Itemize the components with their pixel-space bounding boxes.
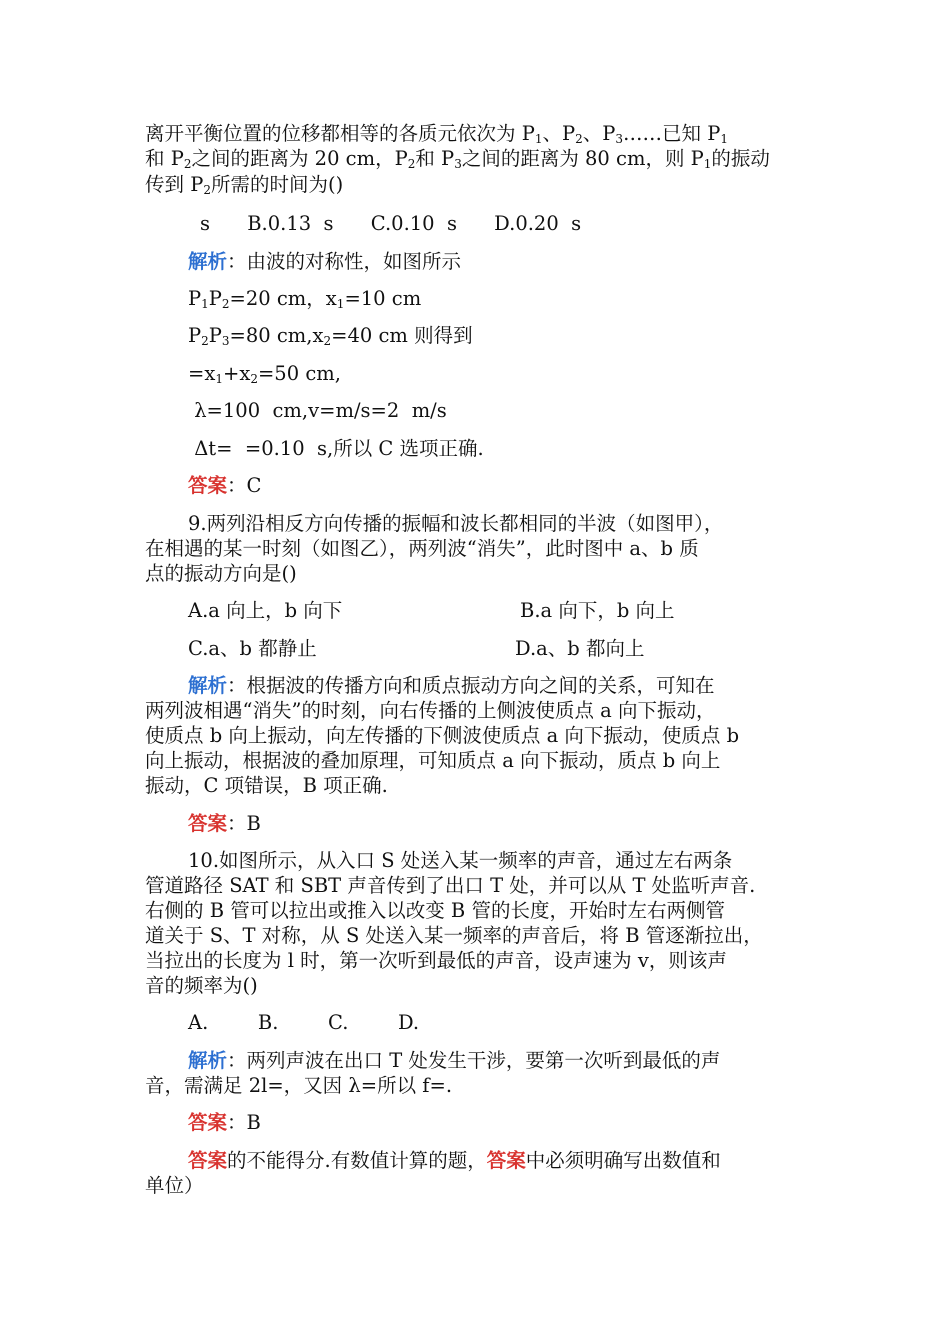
analysis-label: 解析 [188, 674, 228, 697]
q8-analysis-line-6: Δt= =0.10 s,所以 C 选项正确. [188, 437, 484, 460]
answer-label: 答案 [486, 1149, 526, 1172]
q9-analysis-line-1: 解析：根据波的传播方向和质点振动方向之间的关系，可知在 [188, 674, 715, 697]
q10-stem-line-5: 当拉出的长度为 l 时，第一次听到最低的声音，设声速为 v，则该声 [145, 949, 727, 972]
q10-stem-line-3: 右侧的 B 管可以拉出或推入以改变 B 管的长度，开始时左右两侧管 [145, 899, 725, 922]
q10-stem-line-6: 音的频率为() [145, 974, 258, 997]
q8-analysis-line-2: $P_1P_2=20$ cm，$x_1=10$ cm [188, 287, 422, 311]
q9-option-a: A.a 向上，b 向下 [188, 599, 343, 622]
answer-label: 答案 [188, 1111, 228, 1134]
analysis-label: 解析 [188, 1049, 228, 1072]
q8-stem-line-1: 离开平衡位置的位移都相等的各质元依次为 $P_1$、$P_2$、$P_3\dots\dots$已知 $P_1$ [145, 122, 728, 146]
q9-option-b: B.a 向下，b 向上 [520, 599, 675, 622]
q9-option-d: D.a、b 都向上 [515, 637, 645, 660]
q8-analysis-line-4: $=x_1+x_2=50$ cm, [188, 362, 341, 386]
q8-analysis-line-1: 解析：由波的对称性，如图所示 [188, 250, 462, 273]
q9-answer: 答案：B [188, 812, 261, 835]
q10-stem-line-2: 管道路径 SAT 和 SBT 声音传到了出口 T 处，并可以从 T 处监听声音. [145, 874, 756, 897]
answer-label: 答案 [188, 1149, 228, 1172]
q10-options: A. B. C. D. [188, 1011, 420, 1034]
q9-analysis-line-3: 使质点 b 向上振动，向左传播的下侧波使质点 a 向下振动，使质点 b [145, 724, 740, 747]
q9-stem-line-1: 9.两列沿相反方向传播的振幅和波长都相同的半波（如图甲）， [188, 512, 724, 535]
answer-label: 答案 [188, 474, 228, 497]
q8-analysis-line-3: $P_2P_3=80$ $cm,x_2=40$ cm 则得到 [188, 324, 473, 348]
q8-options: s B.0.13 s C.0.10 s D.0.20 s [200, 212, 582, 235]
answer-label: 答案 [188, 812, 228, 835]
q9-stem-line-3: 点的振动方向是() [145, 562, 297, 585]
q10-stem-line-1: 10.如图所示，从入口 S 处送入某一频率的声音，通过左右两条 [188, 849, 733, 872]
q8-stem-line-3: 传到 $P_2$所需的时间为() [145, 173, 344, 197]
q9-stem-line-2: 在相遇的某一时刻（如图乙），两列波“消失”，此时图中 a、b 质 [145, 537, 699, 560]
q9-analysis-line-4: 向上振动，根据波的叠加原理，可知质点 a 向下振动，质点 b 向上 [145, 749, 721, 772]
q9-option-c: C.a、b 都静止 [188, 637, 317, 660]
q10-answer: 答案：B [188, 1111, 261, 1134]
q8-answer: 答案：C [188, 474, 262, 497]
q9-analysis-line-2: 两列波相遇“消失”的时刻，向右传播的上侧波使质点 a 向下振动， [145, 699, 716, 722]
q9-analysis-line-5: 振动，C 项错误，B 项正确. [145, 774, 388, 797]
q10-analysis-line-1: 解析：两列声波在出口 T 处发生干涉，要第一次听到最低的声 [188, 1049, 721, 1072]
q8-analysis-line-5: λ=100 cm,v=m/s=2 m/s [188, 399, 447, 422]
footer-note-line-2: 单位） [145, 1174, 204, 1197]
q8-stem-line-2: 和 $P_2$之间的距离为 20 cm，$P_2$和 $P_3$之间的距离为 80 cm，则 $P_1$的振动 [145, 147, 770, 171]
footer-note-line-1: 答案的不能得分.有数值计算的题，答案中必须明确写出数值和 [188, 1149, 721, 1172]
analysis-label: 解析 [188, 250, 228, 273]
q10-analysis-line-2: 音，需满足 2l=，又因 λ=所以 f=. [145, 1074, 453, 1097]
q10-stem-line-4: 道关于 S、T 对称，从 S 处送入某一频率的声音后，将 B 管逐渐拉出， [145, 924, 763, 947]
